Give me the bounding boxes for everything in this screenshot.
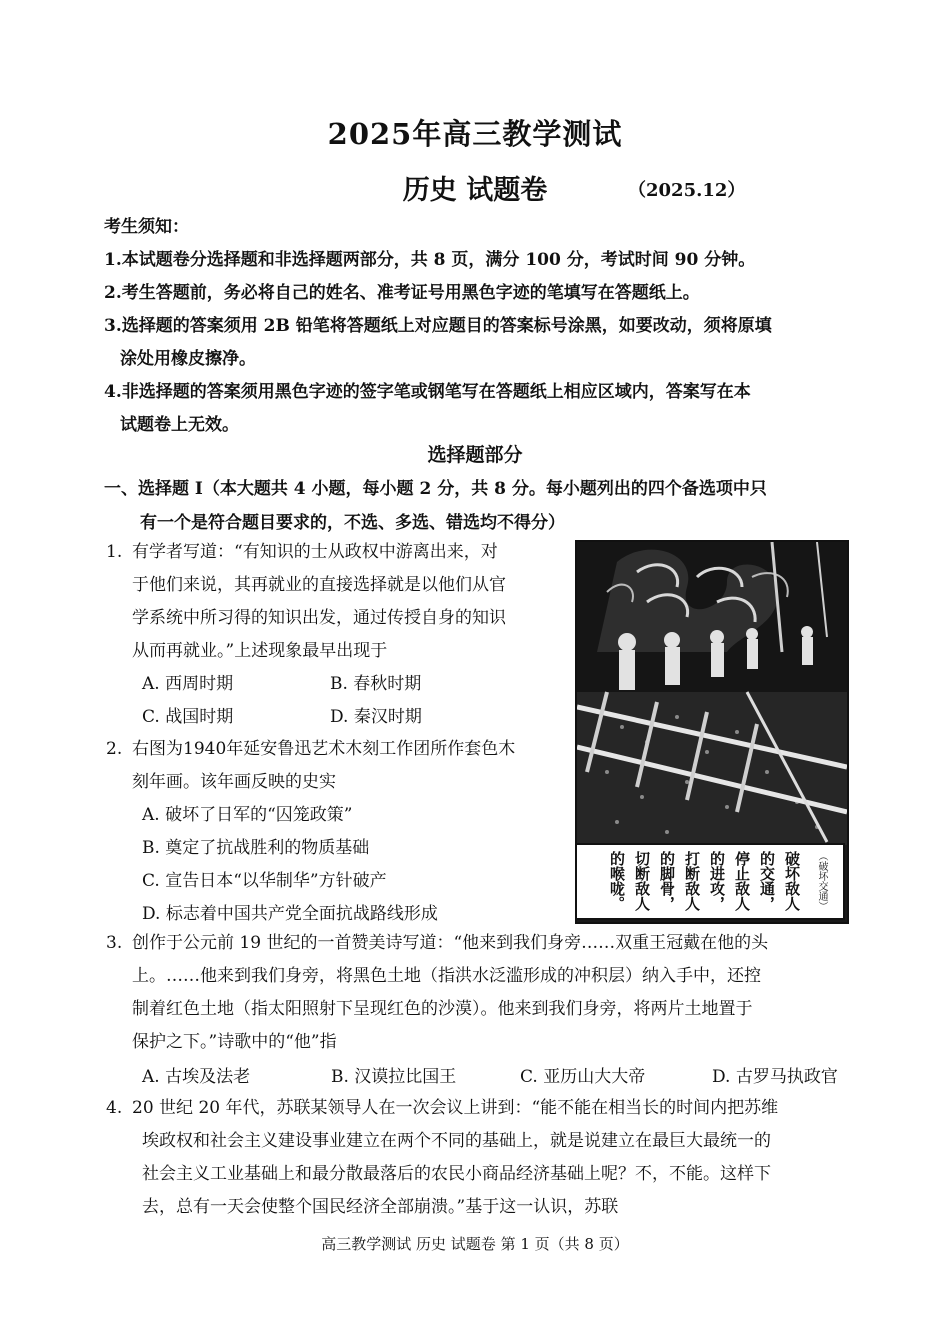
notice-item: 1.本试题卷分选择题和非选择题两部分，共 8 页，满分 100 分，考试时间 90 分钟。 xyxy=(104,250,756,270)
option-b[interactable]: B. 汉谟拉比国王 xyxy=(331,1067,457,1087)
question-3: 3. 创作于公元前 19 世纪的一首赞美诗写道：“他来到我们身旁……双重王冠戴在他的头 上。……他来到我们身旁，将黑色土地（指洪水泛滥形成的冲积层）纳入手中，还控 制着红色土地（指太阳照射下呈现红色的沙漠）。他来到我们身旁，将两片土地置于 保护之下。”诗歌中的“他”指 A. 古埃及法老 B. 汉谟拉比国王 C. 亚历山大大帝 D. 古罗马执政官 xyxy=(106,927,866,1094)
part-one-heading: 一、选择题 I（本大题共 4 小题，每小题 2 分，共 8 分。每小题列出的四个备选项中只 有一个是符合题目要求的，不选、多选、错选均不得分） xyxy=(104,479,767,533)
option-a[interactable]: A. 古埃及法老 xyxy=(142,1067,251,1087)
option-c[interactable]: C. 宣告日本“以华制华”方针破产 xyxy=(142,871,387,891)
option-c[interactable]: C. 战国时期 xyxy=(142,707,234,727)
question-4: 4. 20 世纪 20 年代，苏联某领导人在一次会议上讲到：“能不能在相当长的时间内把苏维 埃政权和社会主义建设事业建立在两个不同的基础上，就是说建立在最巨大最统一的 社会主义工业基础上和最分散最落后的农民小商品经济基础上呢？不，不能。这样下 去，总有一天会使整个国民经济全部崩溃。”基于这一认识，苏联 xyxy=(106,1098,779,1217)
option-d[interactable]: D. 古罗马执政官 xyxy=(712,1067,838,1087)
notice-heading: 考生须知： xyxy=(104,217,189,237)
option-b[interactable]: B. 春秋时期 xyxy=(330,674,422,694)
option-d[interactable]: D. 标志着中国共产党全面抗战路线形成 xyxy=(142,904,438,924)
notice-item: 3.选择题的答案须用 2B 铅笔将答题纸上对应题目的答案标号涂黑，如要改动，须将原填 涂处用橡皮擦净。 xyxy=(104,316,772,369)
woodcut-caption: （破坏交通） 破坏敌人 的交通， 停止敌人 的进攻， 打断敌人 的脚骨， 切断敌人 的喉咙。 xyxy=(575,843,845,920)
option-a[interactable]: A. 西周时期 xyxy=(142,674,234,694)
exam-date: （2025.12） xyxy=(628,180,746,201)
section-title: 选择题部分 xyxy=(427,444,523,466)
woodcut-image xyxy=(577,542,847,845)
exam-subtitle: 历史 试题卷 xyxy=(402,175,548,206)
option-a[interactable]: A. 破坏了日军的“囚笼政策” xyxy=(142,805,353,825)
notice-item: 4.非选择题的答案须用黑色字迹的签字笔或钢笔写在答题纸上相应区域内，答案写在本 试题卷上无效。 xyxy=(104,382,751,435)
question-2: 2. 右图为1940年延安鲁迅艺术木刻工作团所作套色木 刻年画。该年画反映的史实 A. 破坏了日军的“囚笼政策” B. 奠定了抗战胜利的物质基础 C. 宣告日本“以华制华”方针破产 D. 标志着中国共产党全面抗战路线形成 xyxy=(106,733,571,931)
option-b[interactable]: B. 奠定了抗战胜利的物质基础 xyxy=(142,838,370,858)
notice-item: 2.考生答题前，务必将自己的姓名、准考证号用黑色字迹的笔填写在答题纸上。 xyxy=(104,283,700,303)
exam-title: 2025年高三教学测试 xyxy=(327,117,623,151)
candidate-notice xyxy=(104,210,844,442)
page-footer: 高三教学测试 历史 试题卷 第 1 页（共 8 页） xyxy=(321,1235,629,1253)
question-1: 1. 有学者写道：“有知识的士从政权中游离出来，对 于他们来说，其再就业的直接选择就是以他们从官 学系统中所习得的知识出发，通过传授自身的知识 从而再就业。”上述现象最早出现于 A. 西周时期 B. 春秋时期 C. 战国时期 D. 秦汉时期 xyxy=(106,536,566,734)
option-d[interactable]: D. 秦汉时期 xyxy=(330,707,422,727)
option-c[interactable]: C. 亚历山大大帝 xyxy=(520,1067,646,1087)
